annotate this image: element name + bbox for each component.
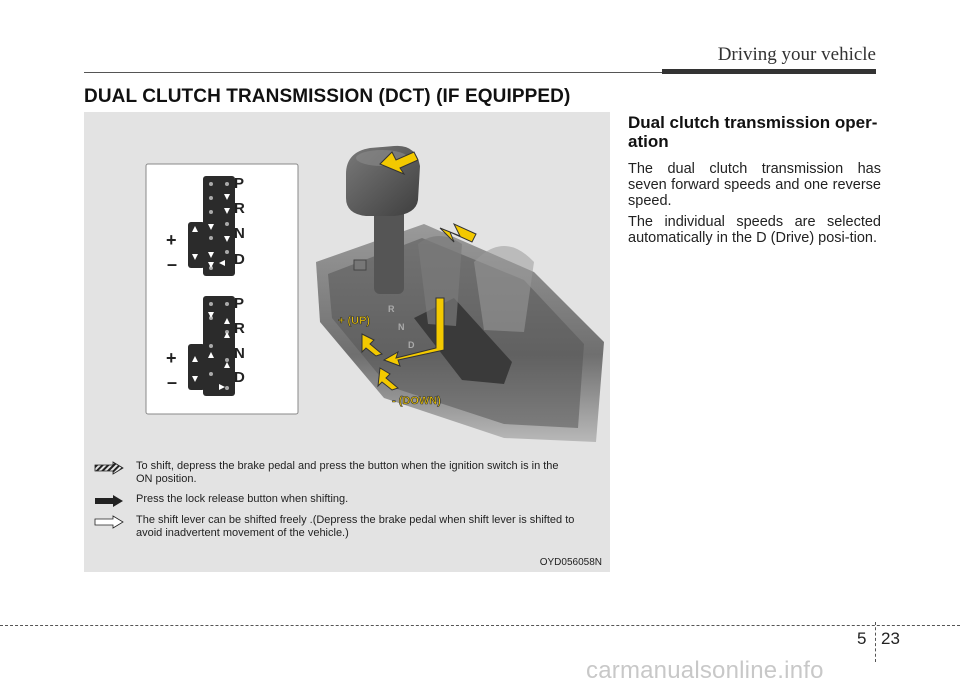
minus-label: – [167,254,178,274]
gear-label-n: N [234,225,245,242]
gear-label-r: R [234,320,245,337]
manual-gate-bottom [188,344,205,390]
paragraph: The dual clutch transmission has seven forward speeds and one reverse speed. [628,161,881,209]
gate-slot-bottom [203,296,235,396]
plus-label: + [166,230,177,250]
legend-text: To shift, depress the brake pedal and press the button when the ignition switch is in the ON position. [136,460,559,485]
manual-gate-top [188,222,205,268]
gear-label-p: P [234,295,245,312]
header-rule [84,72,662,73]
solid-arrow-icon [94,494,124,508]
svg-text:R: R [388,304,395,314]
section-number: 5 [857,629,867,648]
legend-item-solid [94,493,576,508]
gear-label-d: D [234,369,245,386]
description-column [628,113,881,251]
outline-arrow-icon [94,515,124,529]
gear-label-p: P [234,175,245,192]
gear-label-n: N [234,345,245,362]
up-label: + (UP) [338,315,371,327]
shift-console-illustration [316,146,604,442]
svg-text:D: D [408,340,415,350]
plus-label: + [166,348,177,368]
header-rule-bold [662,69,876,74]
watermark: carmanualsonline.info [586,657,824,684]
gear-label-d: D [234,251,245,268]
chapter-title: Driving your vehicle [717,44,876,65]
figure-reference-code: OYD056058N [539,557,602,568]
legend-text: The shift lever can be shifted freely .(Depress the brake pedal when shift lever is shifted to avoid inadvertent movement of the vehicle.) [136,514,575,539]
gate-slot-top [203,176,235,276]
svg-text:N: N [398,322,405,332]
legend-item-hatched [94,460,576,486]
gear-label-r: R [234,200,245,217]
legend-text: Press the lock release button when shifting. [136,493,349,505]
lock-release-button [354,260,366,270]
section-heading: DUAL CLUTCH TRANSMISSION (DCT) (IF EQUIPPED) [84,86,571,107]
hatched-arrow-icon [94,461,124,475]
legend-item-outline [94,514,576,540]
shift-pattern-figure [84,112,610,572]
down-label: - (DOWN) [392,395,441,407]
footer-rule [0,625,960,626]
page-number: 23 [881,629,900,648]
subsection-heading: Dual clutch transmission oper-ation [628,113,878,151]
page-number-divider [875,622,876,662]
minus-label: – [167,372,178,392]
paragraph: The individual speeds are selected automatically in the D (Drive) posi-tion. [628,214,881,246]
